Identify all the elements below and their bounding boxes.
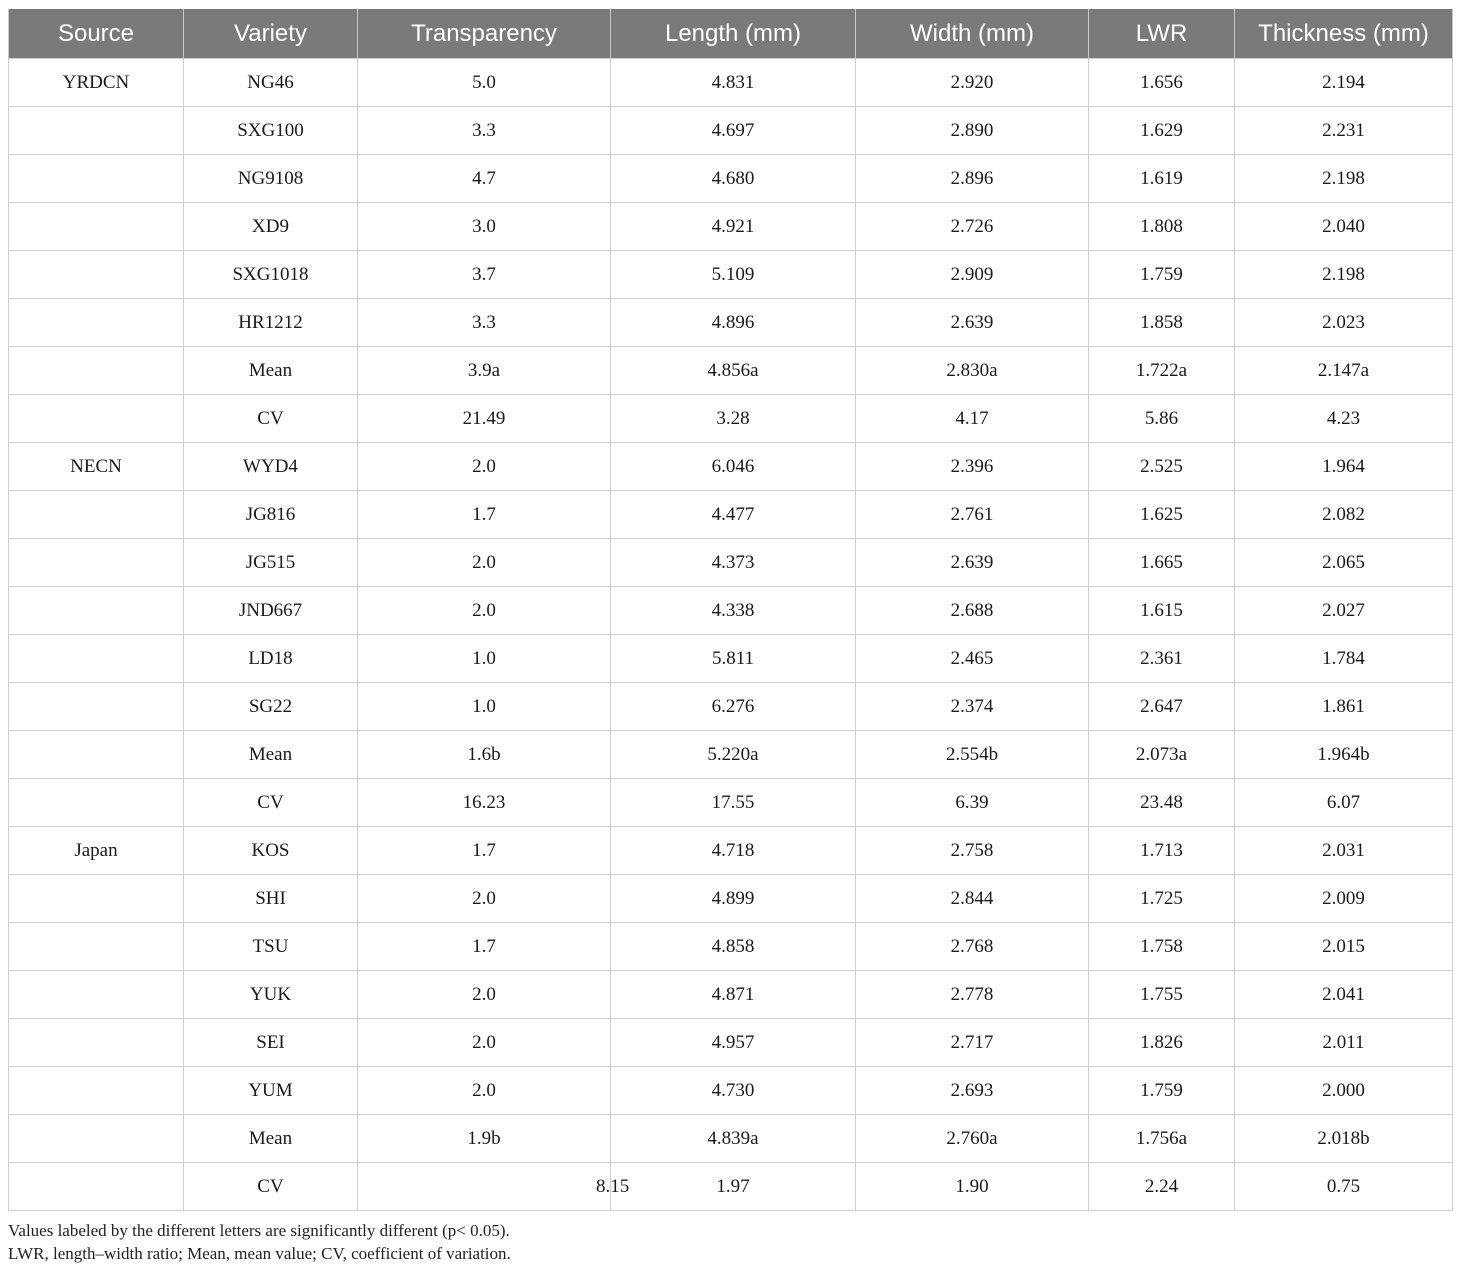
cell-length: 4.839a bbox=[611, 1115, 856, 1163]
cell-thickness: 6.07 bbox=[1235, 779, 1453, 827]
cell-width: 1.90 bbox=[856, 1163, 1089, 1211]
cell-variety: HR1212 bbox=[184, 299, 358, 347]
header-transparency: Transparency bbox=[358, 9, 611, 59]
cell-source bbox=[9, 731, 184, 779]
cell-length: 4.856a bbox=[611, 347, 856, 395]
cell-variety: Mean bbox=[184, 1115, 358, 1163]
cell-thickness: 2.198 bbox=[1235, 155, 1453, 203]
cell-width: 2.896 bbox=[856, 155, 1089, 203]
cell-thickness: 4.23 bbox=[1235, 395, 1453, 443]
cell-lwr: 1.759 bbox=[1089, 1067, 1235, 1115]
table-header bbox=[9, 9, 1453, 59]
grain-traits-table bbox=[8, 9, 1453, 1211]
cell-thickness: 2.194 bbox=[1235, 59, 1453, 107]
cell-thickness: 2.082 bbox=[1235, 491, 1453, 539]
cell-transparency: 2.0 bbox=[358, 875, 611, 923]
cell-width: 2.909 bbox=[856, 251, 1089, 299]
cell-variety: Mean bbox=[184, 347, 358, 395]
table-row bbox=[9, 683, 1453, 731]
cell-variety: YUK bbox=[184, 971, 358, 1019]
cell-source: YRDCN bbox=[9, 59, 184, 107]
cell-width: 2.396 bbox=[856, 443, 1089, 491]
cell-lwr: 1.629 bbox=[1089, 107, 1235, 155]
cell-width: 2.844 bbox=[856, 875, 1089, 923]
cell-source bbox=[9, 1067, 184, 1115]
footnote-abbreviations: LWR, length–width ratio; Mean, mean value; CV, coefficient of variation. bbox=[8, 1244, 511, 1263]
cell-length: 4.858 bbox=[611, 923, 856, 971]
table-row bbox=[9, 347, 1453, 395]
cell-lwr: 2.361 bbox=[1089, 635, 1235, 683]
cell-source bbox=[9, 923, 184, 971]
table-row bbox=[9, 587, 1453, 635]
cell-length: 4.680 bbox=[611, 155, 856, 203]
table-row bbox=[9, 971, 1453, 1019]
cell-thickness: 1.964 bbox=[1235, 443, 1453, 491]
cell-thickness: 1.784 bbox=[1235, 635, 1453, 683]
cell-thickness: 2.023 bbox=[1235, 299, 1453, 347]
cell-transparency: 2.0 bbox=[358, 1019, 611, 1067]
cell-width: 2.768 bbox=[856, 923, 1089, 971]
table-row bbox=[9, 491, 1453, 539]
table-row bbox=[9, 155, 1453, 203]
cell-source: NECN bbox=[9, 443, 184, 491]
cell-thickness: 1.964b bbox=[1235, 731, 1453, 779]
cell-source bbox=[9, 107, 184, 155]
cell-source bbox=[9, 1115, 184, 1163]
cell-width: 2.717 bbox=[856, 1019, 1089, 1067]
cell-source bbox=[9, 683, 184, 731]
cell-lwr: 1.826 bbox=[1089, 1019, 1235, 1067]
cell-thickness: 2.198 bbox=[1235, 251, 1453, 299]
cell-source bbox=[9, 635, 184, 683]
cell-variety: TSU bbox=[184, 923, 358, 971]
cell-width: 2.761 bbox=[856, 491, 1089, 539]
cell-thickness: 1.861 bbox=[1235, 683, 1453, 731]
cell-lwr: 1.619 bbox=[1089, 155, 1235, 203]
cell-transparency: 1.9b bbox=[358, 1115, 611, 1163]
table-row bbox=[9, 395, 1453, 443]
cell-transparency: 2.0 bbox=[358, 1067, 611, 1115]
cell-length: 4.477 bbox=[611, 491, 856, 539]
cell-width: 2.920 bbox=[856, 59, 1089, 107]
header-width: Width (mm) bbox=[856, 9, 1089, 59]
cell-lwr: 1.665 bbox=[1089, 539, 1235, 587]
cell-length: 4.697 bbox=[611, 107, 856, 155]
cell-transparency: 3.0 bbox=[358, 203, 611, 251]
cell-thickness: 2.065 bbox=[1235, 539, 1453, 587]
cell-width: 2.639 bbox=[856, 539, 1089, 587]
cell-lwr: 1.625 bbox=[1089, 491, 1235, 539]
cell-variety: LD18 bbox=[184, 635, 358, 683]
cell-width: 2.554b bbox=[856, 731, 1089, 779]
cell-variety: YUM bbox=[184, 1067, 358, 1115]
cell-source bbox=[9, 875, 184, 923]
table-row bbox=[9, 1163, 1453, 1211]
cell-variety: NG9108 bbox=[184, 155, 358, 203]
cell-source bbox=[9, 347, 184, 395]
cell-lwr: 2.24 bbox=[1089, 1163, 1235, 1211]
table-row bbox=[9, 1067, 1453, 1115]
cell-variety: SHI bbox=[184, 875, 358, 923]
table-row bbox=[9, 827, 1453, 875]
cell-thickness: 2.040 bbox=[1235, 203, 1453, 251]
cell-variety: XD9 bbox=[184, 203, 358, 251]
cell-variety: KOS bbox=[184, 827, 358, 875]
cell-transparency: 2.0 bbox=[358, 587, 611, 635]
cell-variety: JG515 bbox=[184, 539, 358, 587]
cell-lwr: 1.759 bbox=[1089, 251, 1235, 299]
cell-length: 4.899 bbox=[611, 875, 856, 923]
table-row bbox=[9, 203, 1453, 251]
cell-lwr: 1.713 bbox=[1089, 827, 1235, 875]
cell-thickness: 2.009 bbox=[1235, 875, 1453, 923]
cell-length: 5.109 bbox=[611, 251, 856, 299]
table-row bbox=[9, 443, 1453, 491]
cell-thickness: 2.011 bbox=[1235, 1019, 1453, 1067]
cell-length: 5.811 bbox=[611, 635, 856, 683]
header-lwr: LWR bbox=[1089, 9, 1235, 59]
cell-variety: SXG100 bbox=[184, 107, 358, 155]
cell-length: 4.921 bbox=[611, 203, 856, 251]
cell-thickness: 2.147a bbox=[1235, 347, 1453, 395]
cell-lwr: 1.725 bbox=[1089, 875, 1235, 923]
cell-width: 2.760a bbox=[856, 1115, 1089, 1163]
cell-length: 4.718 bbox=[611, 827, 856, 875]
cell-source bbox=[9, 971, 184, 1019]
header-row bbox=[9, 9, 1453, 59]
cell-width: 2.465 bbox=[856, 635, 1089, 683]
table-row bbox=[9, 1115, 1453, 1163]
cell-lwr: 1.722a bbox=[1089, 347, 1235, 395]
cell-width: 2.830a bbox=[856, 347, 1089, 395]
cell-lwr: 1.858 bbox=[1089, 299, 1235, 347]
cell-thickness: 2.031 bbox=[1235, 827, 1453, 875]
cell-width: 4.17 bbox=[856, 395, 1089, 443]
cell-lwr: 1.615 bbox=[1089, 587, 1235, 635]
cell-length: 4.896 bbox=[611, 299, 856, 347]
cell-variety: SEI bbox=[184, 1019, 358, 1067]
header-thickness: Thickness (mm) bbox=[1235, 9, 1453, 59]
cell-transparency: 8.15 bbox=[358, 1163, 611, 1211]
cell-lwr: 2.525 bbox=[1089, 443, 1235, 491]
cell-source bbox=[9, 491, 184, 539]
table-footnotes bbox=[8, 1219, 1452, 1265]
footnote-significance: Values labeled by the different letters are significantly different (p< 0.05). bbox=[8, 1221, 510, 1240]
cell-length: 3.28 bbox=[611, 395, 856, 443]
cell-length: 6.276 bbox=[611, 683, 856, 731]
cell-thickness: 2.018b bbox=[1235, 1115, 1453, 1163]
table-row bbox=[9, 1019, 1453, 1067]
cell-transparency: 3.3 bbox=[358, 107, 611, 155]
cell-transparency: 1.6b bbox=[358, 731, 611, 779]
cell-lwr: 1.808 bbox=[1089, 203, 1235, 251]
table-body bbox=[9, 59, 1453, 1211]
cell-width: 2.688 bbox=[856, 587, 1089, 635]
cell-lwr: 2.073a bbox=[1089, 731, 1235, 779]
cell-transparency: 3.3 bbox=[358, 299, 611, 347]
header-length: Length (mm) bbox=[611, 9, 856, 59]
cell-lwr: 1.758 bbox=[1089, 923, 1235, 971]
cell-transparency: 4.7 bbox=[358, 155, 611, 203]
cell-transparency: 3.7 bbox=[358, 251, 611, 299]
cell-width: 2.778 bbox=[856, 971, 1089, 1019]
cell-width: 2.726 bbox=[856, 203, 1089, 251]
cell-width: 6.39 bbox=[856, 779, 1089, 827]
cell-thickness: 2.000 bbox=[1235, 1067, 1453, 1115]
cell-length: 4.957 bbox=[611, 1019, 856, 1067]
cell-transparency: 1.7 bbox=[358, 491, 611, 539]
cell-length: 1.97 bbox=[611, 1163, 856, 1211]
cell-length: 17.55 bbox=[611, 779, 856, 827]
cell-lwr: 1.756a bbox=[1089, 1115, 1235, 1163]
cell-variety: CV bbox=[184, 779, 358, 827]
table-row bbox=[9, 251, 1453, 299]
cell-variety: SG22 bbox=[184, 683, 358, 731]
cell-source bbox=[9, 587, 184, 635]
cell-thickness: 2.041 bbox=[1235, 971, 1453, 1019]
table-row bbox=[9, 779, 1453, 827]
cell-length: 6.046 bbox=[611, 443, 856, 491]
cell-transparency: 5.0 bbox=[358, 59, 611, 107]
cell-transparency: 1.7 bbox=[358, 827, 611, 875]
cell-source bbox=[9, 395, 184, 443]
cell-source bbox=[9, 251, 184, 299]
table-row bbox=[9, 923, 1453, 971]
cell-lwr: 1.656 bbox=[1089, 59, 1235, 107]
cell-thickness: 0.75 bbox=[1235, 1163, 1453, 1211]
cell-length: 4.338 bbox=[611, 587, 856, 635]
cell-width: 2.890 bbox=[856, 107, 1089, 155]
cell-variety: NG46 bbox=[184, 59, 358, 107]
cell-width: 2.758 bbox=[856, 827, 1089, 875]
cell-length: 5.220a bbox=[611, 731, 856, 779]
cell-lwr: 5.86 bbox=[1089, 395, 1235, 443]
cell-source bbox=[9, 1019, 184, 1067]
cell-lwr: 1.755 bbox=[1089, 971, 1235, 1019]
cell-variety: JND667 bbox=[184, 587, 358, 635]
cell-variety: WYD4 bbox=[184, 443, 358, 491]
cell-transparency: 1.0 bbox=[358, 683, 611, 731]
cell-variety: JG816 bbox=[184, 491, 358, 539]
cell-thickness: 2.027 bbox=[1235, 587, 1453, 635]
cell-width: 2.693 bbox=[856, 1067, 1089, 1115]
header-source: Source bbox=[9, 9, 184, 59]
table-row bbox=[9, 107, 1453, 155]
cell-transparency: 2.0 bbox=[358, 443, 611, 491]
cell-length: 4.730 bbox=[611, 1067, 856, 1115]
cell-lwr: 2.647 bbox=[1089, 683, 1235, 731]
cell-transparency: 3.9a bbox=[358, 347, 611, 395]
table-container bbox=[8, 9, 1452, 1265]
cell-transparency: 2.0 bbox=[358, 971, 611, 1019]
cell-transparency: 2.0 bbox=[358, 539, 611, 587]
table-row bbox=[9, 875, 1453, 923]
table-row bbox=[9, 635, 1453, 683]
cell-lwr: 23.48 bbox=[1089, 779, 1235, 827]
table-row bbox=[9, 539, 1453, 587]
cell-source bbox=[9, 1163, 184, 1211]
cell-source bbox=[9, 539, 184, 587]
table-row bbox=[9, 59, 1453, 107]
cell-length: 4.373 bbox=[611, 539, 856, 587]
header-variety: Variety bbox=[184, 9, 358, 59]
cell-source bbox=[9, 203, 184, 251]
cell-transparency: 21.49 bbox=[358, 395, 611, 443]
cell-width: 2.374 bbox=[856, 683, 1089, 731]
cell-transparency: 1.7 bbox=[358, 923, 611, 971]
cell-source bbox=[9, 155, 184, 203]
cell-source bbox=[9, 299, 184, 347]
table-row bbox=[9, 731, 1453, 779]
cell-width: 2.639 bbox=[856, 299, 1089, 347]
table-row bbox=[9, 299, 1453, 347]
cell-length: 4.871 bbox=[611, 971, 856, 1019]
cell-variety: SXG1018 bbox=[184, 251, 358, 299]
cell-transparency: 16.23 bbox=[358, 779, 611, 827]
cell-source: Japan bbox=[9, 827, 184, 875]
cell-transparency: 1.0 bbox=[358, 635, 611, 683]
cell-variety: CV bbox=[184, 1163, 358, 1211]
cell-variety: Mean bbox=[184, 731, 358, 779]
cell-thickness: 2.015 bbox=[1235, 923, 1453, 971]
cell-thickness: 2.231 bbox=[1235, 107, 1453, 155]
cell-source bbox=[9, 779, 184, 827]
cell-variety: CV bbox=[184, 395, 358, 443]
cell-length: 4.831 bbox=[611, 59, 856, 107]
